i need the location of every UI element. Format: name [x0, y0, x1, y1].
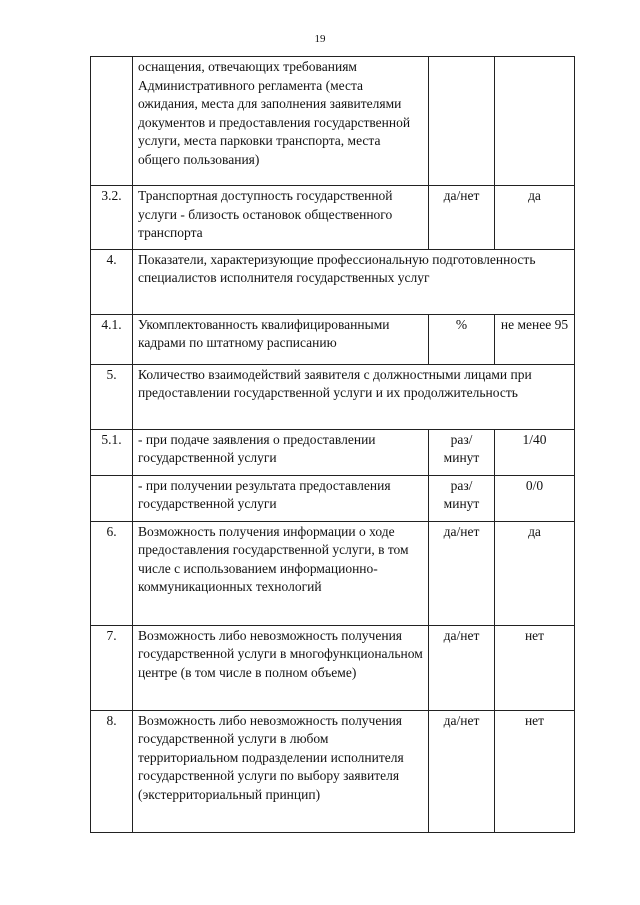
table-row [91, 57, 575, 186]
row-description: - при подаче заявления о предоставлении государственной услуги [133, 429, 429, 475]
row-description: Укомплектованность квалифицированными кадрами по штатному расписанию [133, 314, 429, 364]
row-number: 8. [91, 710, 133, 832]
row-number: 4.1. [91, 314, 133, 364]
row-unit: да/нет [429, 625, 495, 710]
row-number: 5. [91, 364, 133, 429]
row-description: Возможность либо невозможность получения государственной услуги в любом территориальном подразделении исполнителя государственной услуги по выбору заявителя (экстерриториальный принцип) [133, 710, 429, 832]
row-description: оснащения, отвечающих требованиям Административного регламента (места ожидания, места для заполнения заявителями документов и предоставления государственной услуги, места парковки транспорта, места общего пользования) [133, 57, 429, 186]
row-description: Возможность либо невозможность получения государственной услуги в многофункциональном центре (в том числе в полном объеме) [133, 625, 429, 710]
row-number: 4. [91, 249, 133, 314]
row-unit: % [429, 314, 495, 364]
row-value: не менее 95 [495, 314, 575, 364]
row-value: нет [495, 710, 575, 832]
row-unit: раз/минут [429, 429, 495, 475]
row-unit: да/нет [429, 186, 495, 250]
row-unit: раз/минут [429, 475, 495, 521]
row-description: Возможность получения информации о ходе предоставления государственной услуги, в том числе с использованием информационно-коммуникационных технологий [133, 521, 429, 625]
row-number: 6. [91, 521, 133, 625]
table-row [91, 249, 575, 314]
row-value: 1/40 [495, 429, 575, 475]
row-number: 5.1. [91, 429, 133, 475]
table-row [91, 625, 575, 710]
row-description: Транспортная доступность государственной услуги - близость остановок общественного транспорта [133, 186, 429, 250]
indicators-table [90, 56, 575, 833]
row-value: нет [495, 625, 575, 710]
section-heading: Показатели, характеризующие профессиональную подготовленность специалистов исполнителя государственных услуг [133, 249, 575, 314]
row-value [495, 57, 575, 186]
row-value: да [495, 521, 575, 625]
row-number: 3.2. [91, 186, 133, 250]
section-heading: Количество взаимодействий заявителя с должностными лицами при предоставлении государственной услуги и их продолжительность [133, 364, 575, 429]
row-description: - при получении результата предоставления государственной услуги [133, 475, 429, 521]
row-number [91, 57, 133, 186]
row-unit: да/нет [429, 521, 495, 625]
table-row [91, 186, 575, 250]
row-unit: да/нет [429, 710, 495, 832]
row-value: 0/0 [495, 475, 575, 521]
table-row [91, 475, 575, 521]
table-row [91, 364, 575, 429]
table-row [91, 314, 575, 364]
row-number [91, 475, 133, 521]
row-value: да [495, 186, 575, 250]
table-row [91, 521, 575, 625]
row-unit [429, 57, 495, 186]
table-row [91, 710, 575, 832]
row-number: 7. [91, 625, 133, 710]
table-row [91, 429, 575, 475]
page-number: 19 [314, 33, 326, 45]
